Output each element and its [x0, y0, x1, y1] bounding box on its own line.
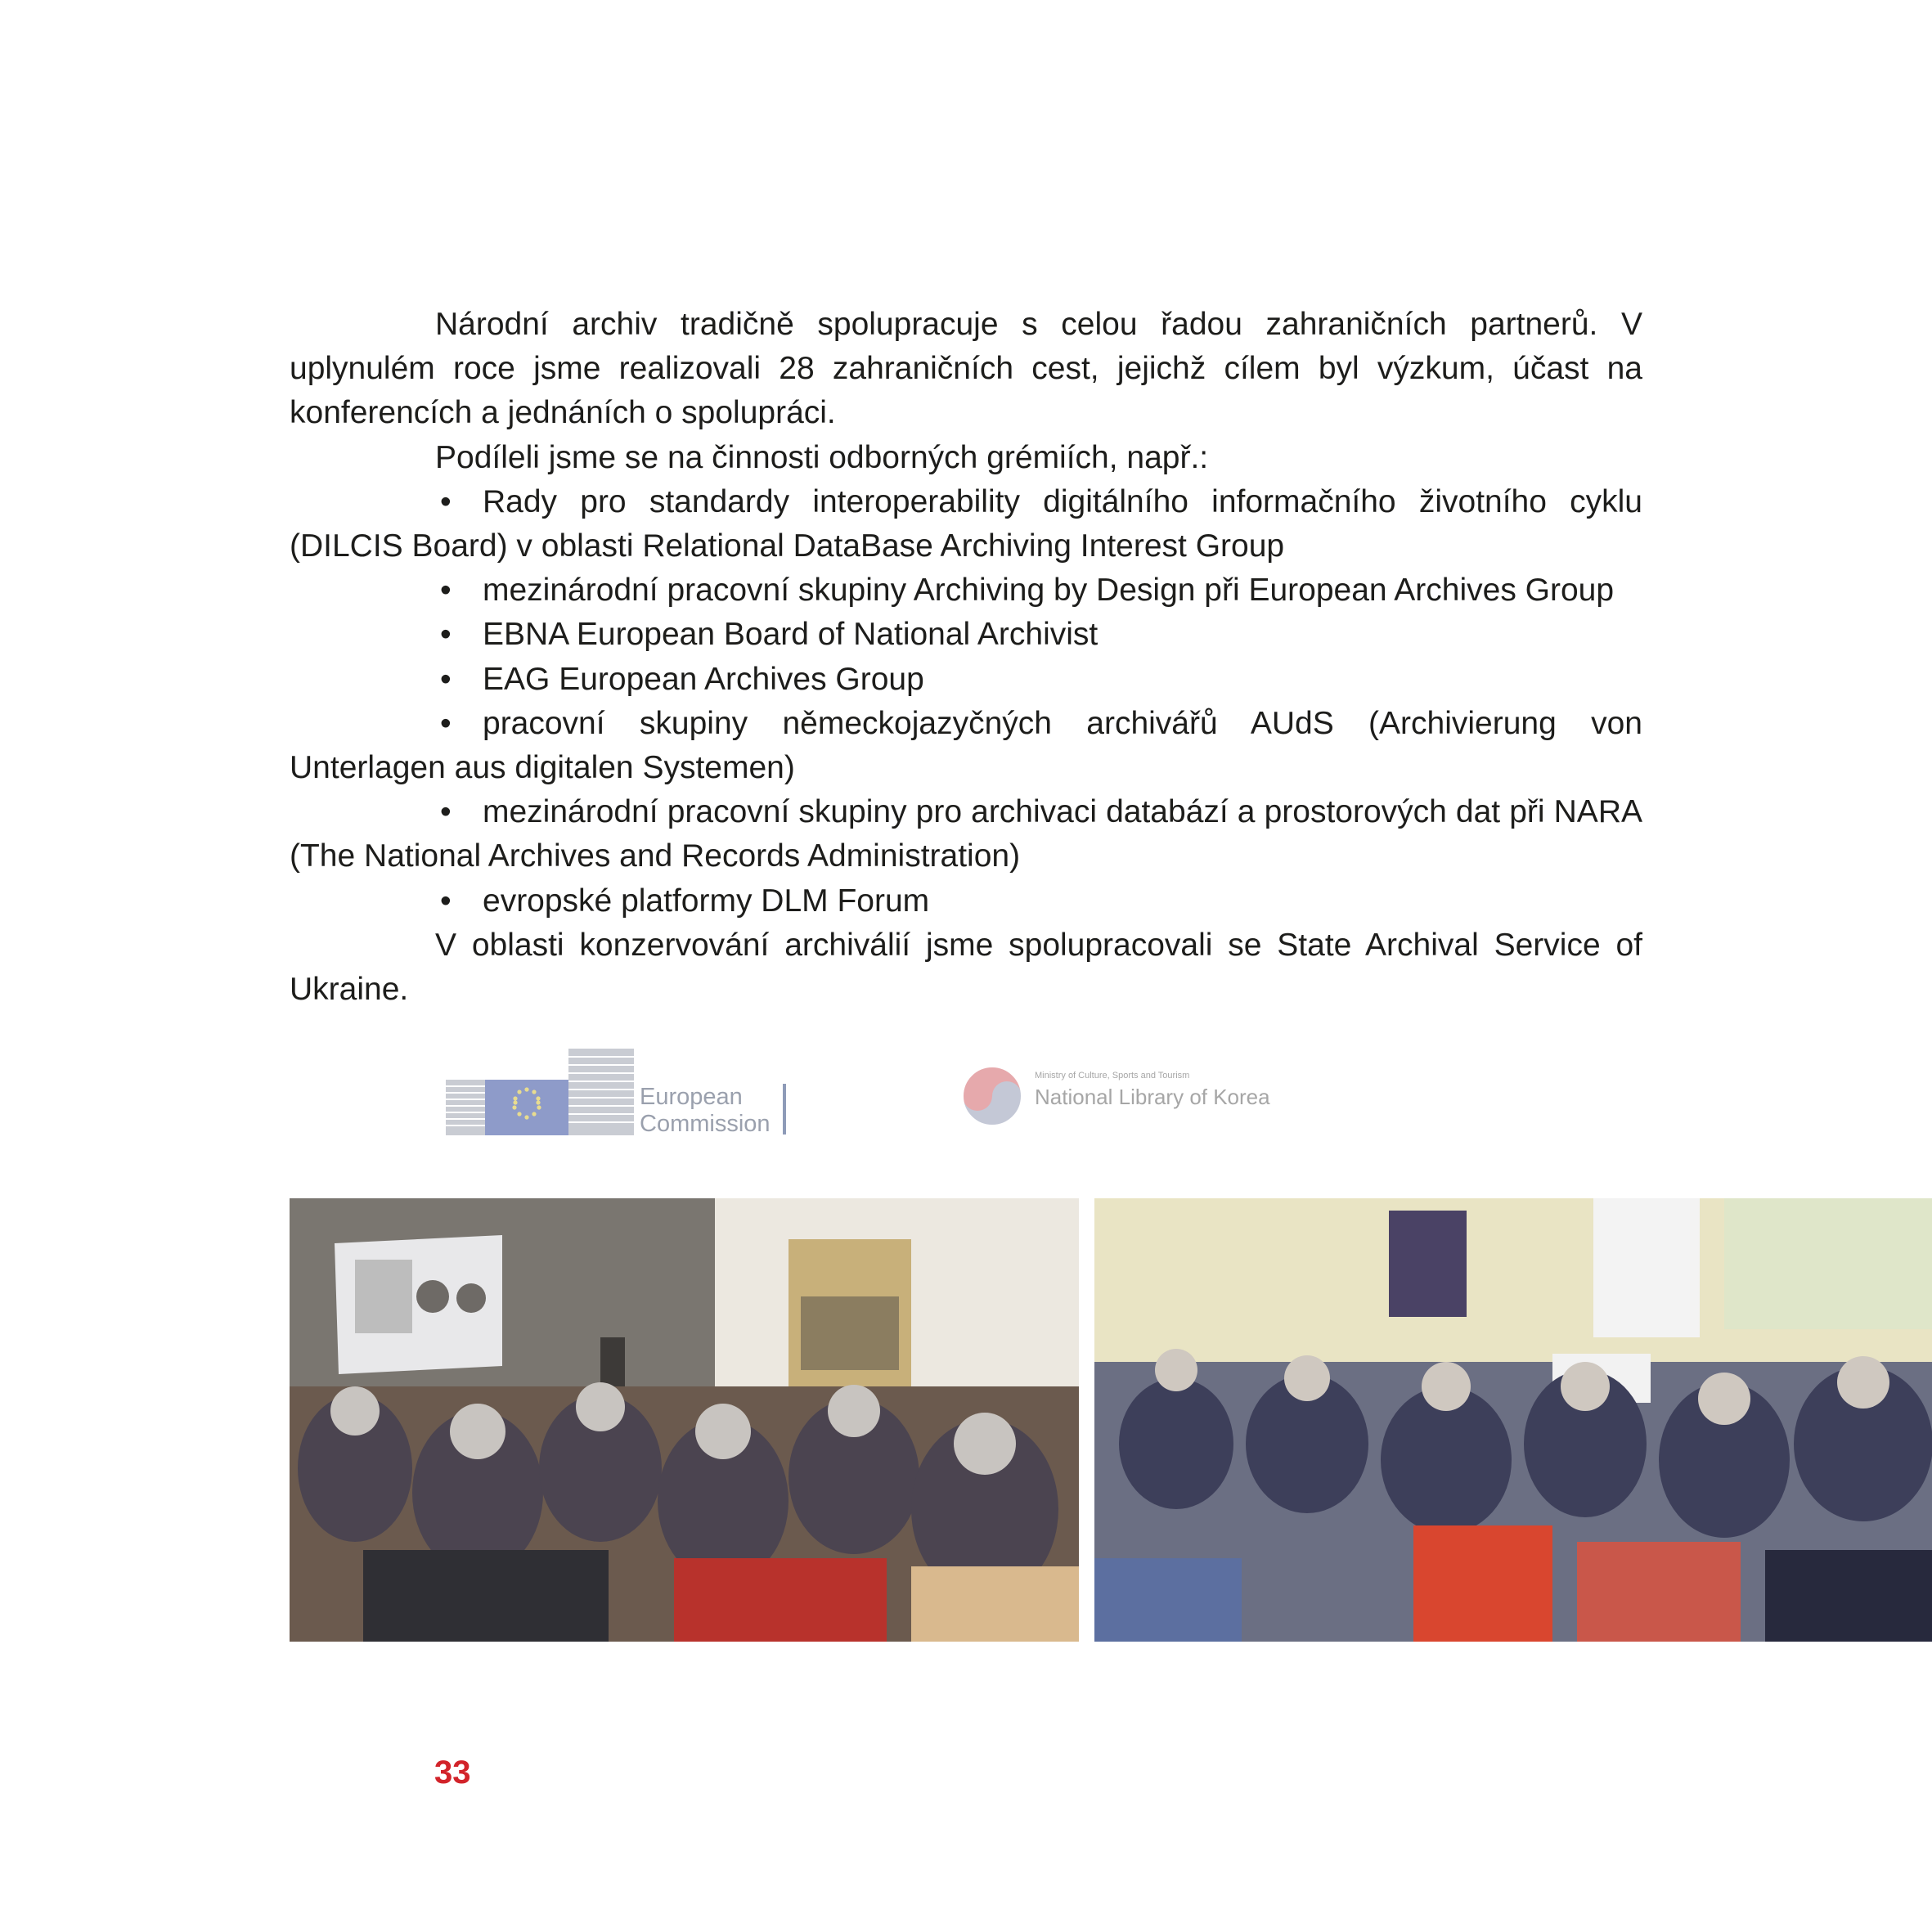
bullet-icon: • [440, 794, 452, 830]
nlk-ministry-text: Ministry of Culture, Sports and Tourism [1035, 1071, 1190, 1081]
list-item-text: pracovní skupiny německojazyčných archivářů AUdS (Archivierung von Unterlagen aus digitalen Systemen) [290, 705, 1642, 786]
nlk-name-text: National Library of Korea [1035, 1085, 1270, 1109]
list-item [290, 790, 1642, 878]
list-item [290, 568, 1642, 613]
european-commission-logo [446, 1047, 789, 1137]
list-item-text: EBNA European Board of National Archivist [483, 617, 1099, 653]
list-item-text: EAG European Archives Group [483, 661, 924, 697]
lecture-photo-left [290, 1198, 1079, 1642]
ec-wordmark-line1: European [640, 1084, 743, 1110]
ec-wordmark-line2: Commission [640, 1111, 771, 1137]
bullet-icon: • [440, 661, 452, 697]
list-item-text: evropské platformy DLM Forum [483, 883, 930, 919]
bullet-icon: • [440, 483, 452, 519]
national-library-of-korea-logo [959, 1063, 1287, 1129]
page-number: 33 [434, 1755, 471, 1790]
list-item-text: mezinárodní pracovní skupiny pro archivaci databází a prostorových dat při NARA (The National Archives and Records Administration) [290, 794, 1642, 874]
seminar-audience-image [1094, 1198, 1932, 1642]
bullet-icon: • [440, 573, 452, 609]
list-item [290, 480, 1642, 568]
list-item [290, 879, 1642, 923]
partner-logos [446, 1047, 1296, 1145]
list-item [290, 702, 1642, 790]
ec-wordmark [640, 1084, 771, 1138]
list-item [290, 658, 1642, 702]
bullet-icon: • [440, 705, 452, 741]
bullet-icon: • [440, 617, 452, 653]
lead-paragraph: Podíleli jsme se na činnosti odborných grémiích, např.: [435, 439, 1209, 475]
ec-building-icon [446, 1047, 642, 1137]
lecture-photo-right [1094, 1198, 1932, 1642]
lecture-audience-image [290, 1198, 1079, 1642]
bullet-icon: • [440, 883, 452, 919]
taeguk-icon [959, 1063, 1025, 1129]
intro-paragraph: Národní archiv tradičně spolupracuje s celou řadou zahraničních partnerů. V uplynulém roce jsme realizovali 28 zahraničních cest, jejichž cílem byl výzkum, účast na konferencích a jednáních o spolupráci. [290, 307, 1642, 431]
closing-paragraph: V oblasti konzervování archiválií jsme spolupracovali se State Archival Service of Ukraine. [290, 927, 1642, 1008]
list-item-text: mezinárodní pracovní skupiny Archiving by Design při European Archives Group [483, 573, 1615, 609]
list-item-text: Rady pro standardy interoperability digitálního informačního životního cyklu (DILCIS Board) v oblasti Relational DataBase Archiving Interest Group [290, 483, 1642, 564]
ec-divider [783, 1084, 786, 1134]
list-item [290, 613, 1642, 657]
body-text [290, 303, 1642, 1012]
